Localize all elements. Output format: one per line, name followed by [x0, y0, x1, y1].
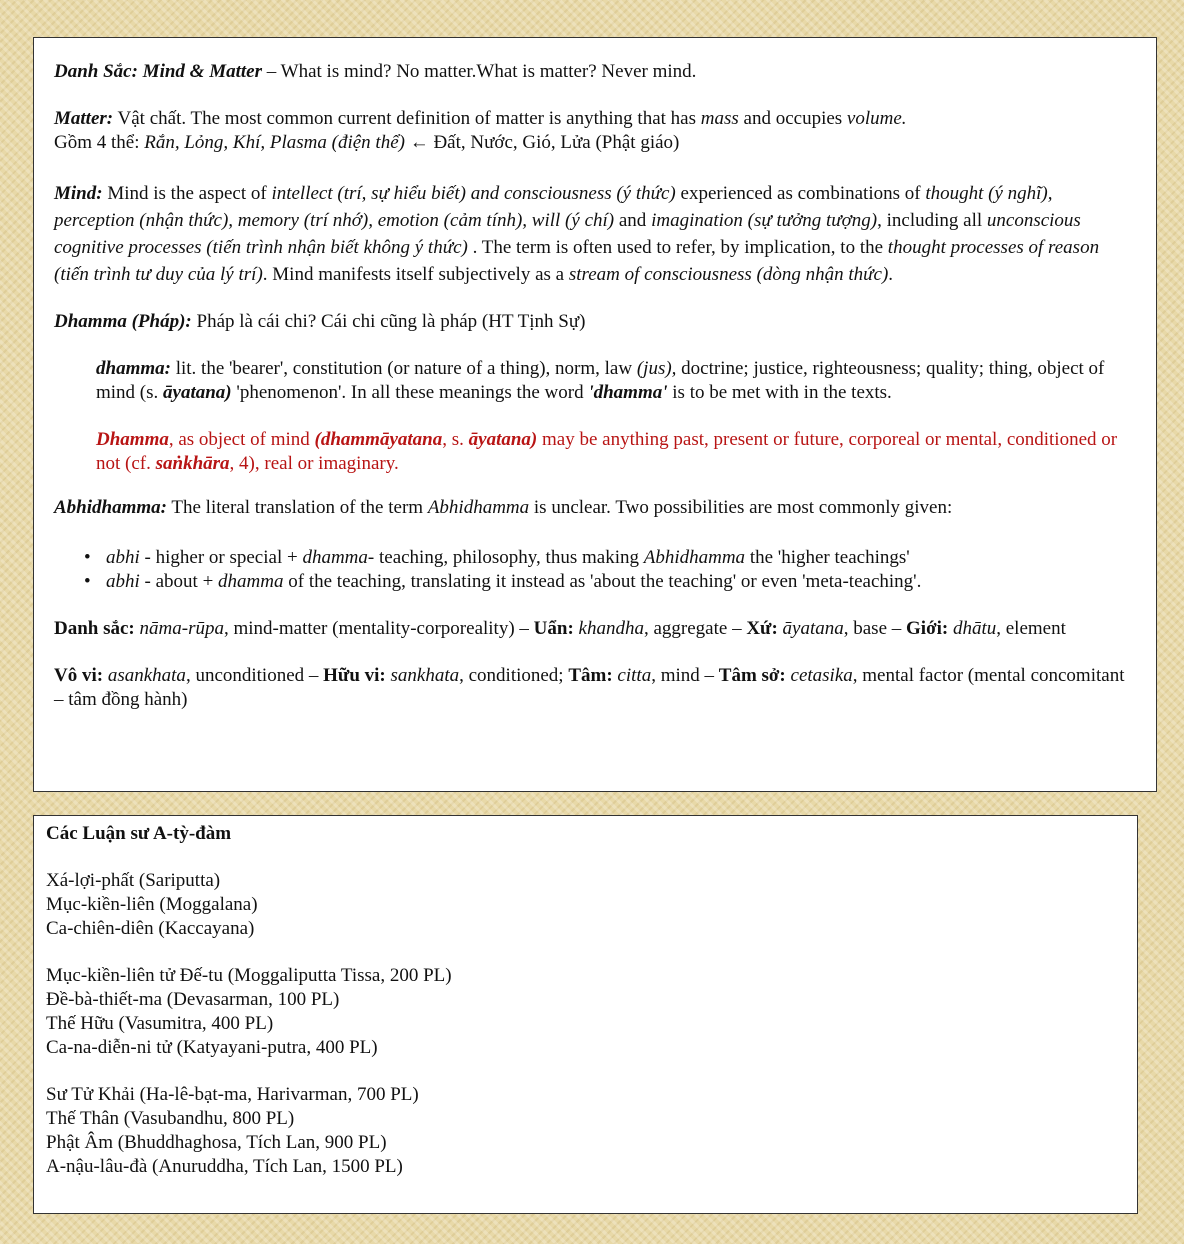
term-label: Tâm sở:: [718, 665, 786, 686]
term-label: Hữu vi:: [323, 665, 386, 686]
dhamma-label: Dhamma (Pháp):: [54, 311, 192, 332]
dhamma-object-text: , as object of mind: [168, 429, 315, 450]
list-item: [54, 546, 1136, 570]
list-text: the 'higher teachings': [745, 547, 910, 568]
dhamma-object-text: , s.: [442, 429, 469, 450]
term-pali: khandha: [578, 618, 644, 639]
term-pali: asankhata: [107, 665, 186, 686]
abhidhamma-meanings-list: [54, 546, 1136, 594]
dhamma-def-text: is to be met with in the texts.: [667, 382, 892, 403]
dhamma-paragraph: [54, 310, 1136, 334]
dhamma-def-text: lit. the 'bearer', constitution (or nature of a thing), norm, law: [170, 358, 637, 379]
list-text: of the teaching, translating it instead as 'about the teaching' or even 'meta-teaching'.: [283, 571, 922, 592]
matter-text: Vật chất. The most common current definition of matter is anything that has: [113, 108, 701, 129]
abhidhamma-italic: Abhidhamma: [427, 497, 530, 518]
masters-title: Các Luận sư A-tỳ-đàm: [46, 823, 232, 844]
abhidhamma-text: The literal translation of the term: [166, 497, 428, 518]
master-item: Thế Hữu (Vasumitra, 400 PL): [46, 1013, 274, 1034]
dhamma-def-bold: āyatana): [163, 382, 232, 403]
dhamma-def-bold: 'dhamma': [588, 382, 668, 403]
list-item: [54, 570, 1136, 594]
term-text: , unconditioned –: [185, 665, 324, 686]
bullet-icon: •: [84, 547, 91, 568]
mind-paragraph: [54, 180, 1136, 288]
master-item: Ca-na-diễn-ni tử (Katyayani-putra, 400 PL): [46, 1037, 378, 1058]
master-item: Đề-bà-thiết-ma (Devasarman, 100 PL): [46, 989, 340, 1010]
matter-mass: mass: [700, 108, 739, 129]
term-label: Xứ:: [746, 618, 778, 639]
term-pali: āyatana: [782, 618, 844, 639]
abhidhamma-label: Abhidhamma:: [54, 497, 167, 518]
term-pali: dhātu: [952, 618, 997, 639]
term-label: Danh sắc:: [54, 618, 135, 639]
term-pali: cetasika: [790, 665, 853, 686]
term-text: , element: [996, 618, 1066, 639]
matter-states-line: [54, 131, 1136, 155]
master-item: Mục-kiền-liên tử Đế-tu (Moggaliputta Tissa, 200 PL): [46, 965, 452, 986]
mind-italic: intellect (trí, sự hiểu biết) and consciousness (ý thức): [271, 183, 676, 204]
dhamma-def-text: 'phenomenon'. In all these meanings the word: [231, 382, 589, 403]
term-text: , conditioned;: [459, 665, 569, 686]
dhamma-object-bold: āyatana): [468, 429, 538, 450]
matter-states: Rắn, Lỏng, Khí, Plasma (điện thể): [144, 132, 405, 153]
term-label: Giới:: [906, 618, 949, 639]
mind-text: . Mind manifests itself subjectively as a: [262, 264, 569, 285]
title-label: Danh Sắc: Mind & Matter: [54, 61, 262, 82]
master-item: Phật Âm (Bhuddhaghosa, Tích Lan, 900 PL): [46, 1132, 387, 1153]
dhamma-text: Pháp là cái chi? Cái chi cũng là pháp (HT Tịnh Sự): [191, 311, 586, 332]
term-pali: sankhata: [390, 665, 460, 686]
abhidhamma-paragraph: [54, 496, 1136, 520]
mind-italic: unconscious cognitive processes (tiến trình nhận biết không ý thức): [54, 210, 1081, 258]
mind-label: Mind:: [54, 183, 103, 204]
dhamma-object-text: , 4), real or imaginary.: [229, 453, 399, 474]
term-label: Uẩn:: [533, 618, 574, 639]
list-italic: dhamma: [218, 571, 284, 592]
mind-text: Mind is the aspect of: [102, 183, 272, 204]
list-text: - teaching, philosophy, thus making: [367, 547, 644, 568]
term-text: , mental factor (mental concomitant – tâm đồng hành): [54, 665, 1125, 710]
matter-label: Matter:: [54, 108, 114, 129]
matter-text: and occupies: [738, 108, 847, 129]
list-text: - higher or special +: [139, 547, 303, 568]
mind-text: .: [888, 264, 894, 285]
master-item: Sư Tử Khải (Ha-lê-bạt-ma, Harivarman, 700 PL): [46, 1084, 419, 1105]
buddhist-elements: Đất, Nước, Gió, Lửa (Phật giáo): [433, 132, 680, 153]
term-pali: citta: [617, 665, 652, 686]
terms-line-1: [54, 617, 1136, 641]
master-item: Mục-kiền-liên (Moggalana): [46, 894, 258, 915]
term-label: Vô vi:: [54, 665, 104, 686]
list-text: - about +: [139, 571, 219, 592]
term-text: , mind –: [651, 665, 719, 686]
dhamma-object-bold: saṅkhāra: [155, 453, 230, 474]
master-item: Thế Thân (Vasubandhu, 800 PL): [46, 1108, 295, 1129]
term-pali: nāma-rūpa: [139, 618, 224, 639]
dhamma-def-italic: (jus),: [636, 358, 677, 379]
list-italic: Abhidhamma: [643, 547, 746, 568]
mind-italic: stream of consciousness (dòng nhận thức): [568, 264, 889, 285]
masters-panel: [33, 815, 1138, 1214]
mind-text: . The term is often used to refer, by implication, to the: [467, 237, 888, 258]
mind-italic: imagination (sự tưởng tượng): [651, 210, 878, 231]
title-line: [54, 60, 1136, 84]
term-text: , aggregate –: [643, 618, 747, 639]
master-item: A-nậu-lâu-đà (Anuruddha, Tích Lan, 1500 PL): [46, 1156, 403, 1177]
matter-volume: volume.: [846, 108, 907, 129]
dhamma-def-label: dhamma:: [96, 358, 171, 379]
mind-text: and: [614, 210, 652, 231]
term-label: Tâm:: [568, 665, 613, 686]
mind-italic: thought processes of reason (tiến trình tư duy của lý trí): [54, 237, 1100, 285]
matter-paragraph: [54, 107, 1136, 131]
dhamma-definition: [54, 357, 1136, 405]
bullet-icon: •: [84, 571, 91, 592]
abhidhamma-text: is unclear. Two possibilities are most commonly given:: [529, 497, 953, 518]
dhamma-def-text: doctrine; justice, righteousness; quality; thing, object of mind (s.: [96, 358, 1105, 403]
title-text: – What is mind? No matter.What is matter? Never mind.: [261, 61, 697, 82]
mind-text: , including all: [877, 210, 987, 231]
term-text: , mind-matter (mentality-corporeality) –: [223, 618, 534, 639]
list-italic: dhamma: [302, 547, 368, 568]
matter-states-intro: Gồm 4 thể:: [54, 132, 145, 153]
left-arrow-icon: ←: [404, 132, 434, 153]
dhamma-object-bold: (dhammāyatana: [314, 429, 443, 450]
master-item: Ca-chiên-diên (Kaccayana): [46, 918, 255, 939]
dhamma-object-text: may be anything past, present or future, corporeal or mental, conditioned or not (cf.: [96, 429, 1118, 474]
list-italic: abhi: [106, 571, 140, 592]
definitions-panel: [33, 37, 1157, 792]
term-text: , base –: [843, 618, 907, 639]
dhamma-object-label: Dhamma: [96, 429, 169, 450]
mind-text: experienced as combinations of: [675, 183, 926, 204]
mind-italic: thought (ý nghĩ), perception (nhận thức), memory (trí nhớ), emotion (cảm tính), will (ý chí): [54, 183, 1053, 231]
dhamma-object-paragraph: [54, 428, 1136, 476]
terms-line-2: [54, 664, 1136, 712]
master-item: Xá-lợi-phất (Sariputta): [46, 870, 221, 891]
list-italic: abhi: [106, 547, 140, 568]
